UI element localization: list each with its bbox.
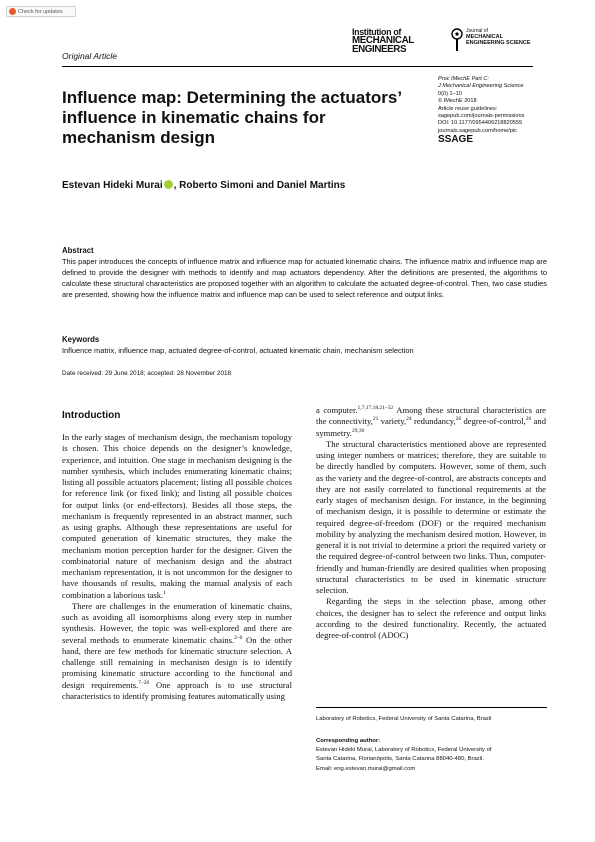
sage-logo: SSAGE bbox=[438, 134, 474, 146]
publisher-logo-line2: MECHANICAL bbox=[352, 35, 414, 46]
paragraph: The structural characteristics mentioned above are represented using integer numbers or matrices; therefore, they are suitable to be directly handled by computers. However, some of them, such as the variety and the degree-of-control, are abstracts concepts and they are not easily correlated to functional requirements at the early stages of mechanism design. For instance, in the beginning of mechanism design, it is possible to determine or estimate the required degree-of-freedom (DOF) or the required mechanism mobility by analyzing the mechanism desired motion. However, in general it is not trivial to determine a priori the required variety or the required degree-of-control between two links. Thus, computer-friendly and human-friendly are desired qualities when proposing structural characteristics to be used in kinematic structure selection. bbox=[316, 438, 546, 595]
footnote-affiliation: Laboratory of Robotics, Federal University of Santa Catarina, Brazil bbox=[316, 716, 492, 722]
section-heading-introduction: Introduction bbox=[62, 410, 121, 421]
meta-journal-link[interactable]: journals.sagepub.com/home/pic bbox=[438, 127, 517, 134]
meta-permissions-link[interactable]: sagepub.com/journals-permissions bbox=[438, 113, 525, 120]
first-author: Estevan Hideki Murai bbox=[62, 180, 163, 191]
citation[interactable]: 26 bbox=[525, 416, 532, 423]
orcid-icon[interactable] bbox=[164, 180, 173, 189]
citation[interactable]: 21 bbox=[372, 416, 379, 423]
publisher-logo-line3: ENGINEERS bbox=[352, 44, 407, 55]
journal-logo bbox=[450, 27, 550, 57]
journal-logo-line2: MECHANICAL bbox=[466, 34, 503, 40]
check-for-updates-badge[interactable]: Check for updates bbox=[6, 6, 76, 17]
meta-doi[interactable]: DOI: 10.1177/0954406218820555 bbox=[438, 120, 523, 127]
meta-copyright: © IMechE 2018 bbox=[438, 98, 477, 105]
keywords-heading: Keywords bbox=[62, 335, 100, 344]
keywords-text: Influence matrix, influence map, actuated degree-of-control, actuated kinematic chain, mechanism selection bbox=[62, 346, 414, 355]
citation[interactable]: 26 bbox=[455, 416, 462, 423]
citation[interactable]: 7–20 bbox=[138, 679, 150, 686]
other-authors: , Roberto Simoni and Daniel Martins bbox=[173, 180, 346, 191]
citation[interactable]: 24 bbox=[406, 416, 412, 423]
paragraph: There are challenges in the enumeration of kinematic chains, such as avoiding all isomorphisms along every step in number synthesis. However, the topic was well-explored and there are several methods to enumerate kinematic chains.$^{2-6}$ On the other hand, there are few methods for kinematic structure selection. A challenge still remaining in mechanism design is to identify promising kinematic structure according to the functional and design requirements.$^{7-20}$ One approach is to use structural characteristics to identify promising features automatically using bbox=[62, 600, 293, 701]
date-received: Date received: 29 June 2018; accepted: 28 November 2018 bbox=[62, 370, 232, 377]
header-rule bbox=[62, 66, 533, 67]
footnote-corresponding-line1: Estevan Hideki Murai, Laboratory of Robotics, Federal University of bbox=[316, 747, 492, 753]
abstract-heading: Abstract bbox=[62, 246, 94, 255]
citation[interactable]: 2–6 bbox=[234, 634, 243, 641]
citation[interactable]: 1 bbox=[163, 589, 166, 596]
meta-journal-name: J Mechanical Engineering Science bbox=[438, 83, 524, 90]
publisher-logo-line1: Institution of bbox=[352, 27, 402, 37]
body-column-right bbox=[316, 405, 546, 641]
citation[interactable]: 29,30 bbox=[351, 427, 365, 434]
body-column-left bbox=[62, 432, 292, 702]
journal-metadata bbox=[438, 76, 558, 144]
paper-title: Influence map: Determining the actuators’ influence in kinematic chains for mechanism design bbox=[62, 88, 402, 147]
paragraph: Regarding the steps in the selection phase, among other choices, the designer has to select the reference and output links according to the desired functionality. Recently, the actuated degree-of-control (ADOC) bbox=[316, 596, 546, 640]
meta-journal-part: Proc IMechE Part C: bbox=[438, 76, 489, 82]
citation[interactable]: 1,7,17,18,21–32 bbox=[357, 405, 394, 412]
footnote-rule bbox=[316, 707, 547, 708]
footnote-email[interactable]: Email: eng.estevan.murai@gmail.com bbox=[316, 766, 416, 772]
update-icon bbox=[9, 8, 16, 15]
journal-logo-line1: Journal of bbox=[466, 28, 488, 34]
paragraph: a computer.$^{1,7,17,18,21-32}$ Among these structural characteristics are the connectivity,$^{21}$ variety,$^{24}$ redundancy,$^{26}$ degree-of-control,$^{26}$ and symmetry.$^{29,30}$ bbox=[316, 405, 546, 438]
footnote-corresponding-line2: Santa Catarina, Florianópolis, Santa Catarina 88040-480, Brazil. bbox=[316, 756, 484, 762]
paragraph: In the early stages of mechanism design, the mechanism topology is chosen. This choice depends on the designer’s knowledge, experience, and intuition. One stage in mechanism designing is the number synthesis, which includes enumerating kinematic chains; listing all possible actuators placement; listing all possible choices for reference link (or fixed link); and listing all possible choices for output links (or end-effectors). Besides all those steps, the mechanism is frequently represented in an abstract manner, such as using graphs. Although these representations are useful for computed generation of kinematic structures, they make the mechanism motion perception harder for the designer. Given the combinatorial nature of mechanism design and the abstract mechanism representation, it is not uncommon for the designer to have thousands of results, making the manual analysis of each combination a laborious task.$^1$ bbox=[62, 432, 292, 600]
footnote-corresponding-heading: Corresponding author: bbox=[316, 738, 381, 744]
article-type: Original Article bbox=[62, 51, 117, 61]
journal-logo-line3: ENGINEERING SCIENCE bbox=[466, 40, 531, 46]
meta-reuse-heading: Article reuse guidelines: bbox=[438, 105, 498, 112]
journal-emblem-icon bbox=[450, 27, 464, 53]
author-list bbox=[62, 180, 345, 191]
meta-volume: 0(0) 1–10 bbox=[438, 90, 462, 97]
publisher-logo bbox=[352, 28, 432, 58]
abstract-text: This paper introduces the concepts of influence matrix and influence map for actuated kinematic chains. The influence matrix and influence map are defined to provide the designer with methods to identify and map actuators dependency. After the definitions are presented, the algorithms to calculate these structural characteristics are proposed together with an algorithm to calculate the actuated degree-of-control. Then, two case studies are presented, showing how the influence matrix and influence map can be used to select reference and output links. bbox=[62, 257, 547, 299]
